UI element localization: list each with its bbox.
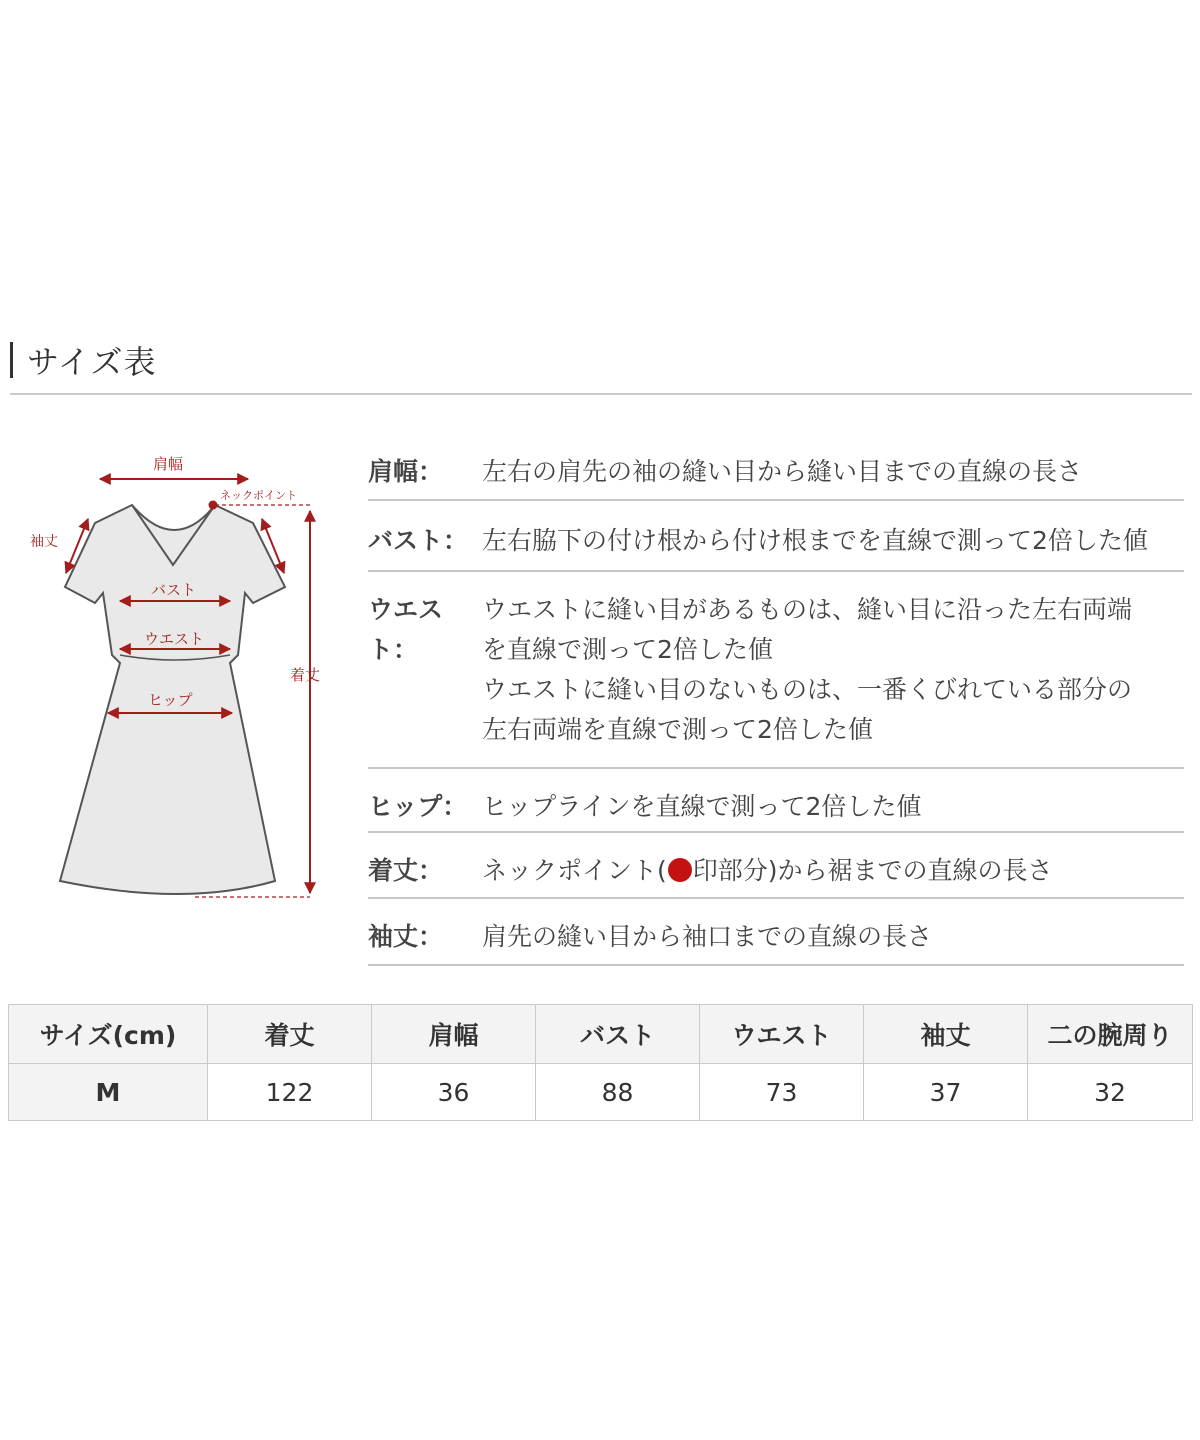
definition-text: [482, 578, 1184, 767]
definition-term: 袖丈：: [368, 922, 444, 951]
bust-cell: 88: [536, 1064, 700, 1121]
definition-text: [482, 509, 1184, 570]
definition-term: ヒップ：: [368, 792, 468, 821]
definition-line: 肩先の縫い目から袖口までの直線の長さ: [482, 922, 933, 951]
title-accent-bar: [10, 342, 13, 378]
definition-line: 左右脇下の付け根から付け根までを直線で測って2倍した値: [482, 526, 1148, 555]
length-label: 着丈: [290, 666, 321, 684]
section-header: [10, 338, 156, 382]
definition-line: 左右両端を直線で測って2倍した値: [482, 715, 873, 744]
header-length: 着丈: [208, 1005, 372, 1064]
shoulder-cell: 36: [372, 1064, 536, 1121]
definition-waist: [368, 572, 1184, 769]
definition-line: 左右の肩先の袖の縫い目から縫い目までの直線の長さ: [482, 457, 1083, 486]
definition-length: [368, 833, 1184, 899]
definition-term: 肩幅：: [368, 457, 444, 486]
waist-cell: 73: [700, 1064, 864, 1121]
definition-shoulder: [368, 440, 1184, 501]
dress-measurement-illustration: [20, 445, 350, 915]
header-sleeve: 袖丈: [864, 1005, 1028, 1064]
sleeve-label: 袖丈: [30, 534, 58, 550]
header-waist: ウエスト: [700, 1005, 864, 1064]
table-header-row: [9, 1005, 1193, 1064]
definition-term: 着丈：: [368, 856, 444, 885]
definition-line: ウエストに縫い目のないものは、一番くびれている部分の: [482, 675, 1133, 704]
shoulder-label: 肩幅: [153, 455, 184, 473]
table-row: [9, 1064, 1193, 1121]
garment-diagram: [20, 445, 350, 915]
size-cell: M: [9, 1064, 208, 1121]
bust-label: バスト: [151, 581, 197, 599]
definition-text: [482, 839, 1184, 897]
header-bust: バスト: [536, 1005, 700, 1064]
definition-bust: [368, 501, 1184, 572]
measurement-definitions: [368, 440, 1184, 966]
title-divider: [10, 393, 1192, 395]
upper-arm-cell: 32: [1028, 1064, 1193, 1121]
header-size: サイズ(cm): [9, 1005, 208, 1064]
neck-point-label: ネックポイント: [220, 489, 297, 502]
definition-text: [482, 775, 1184, 831]
definition-hip: [368, 769, 1184, 833]
size-table: [8, 1004, 1193, 1121]
length-cell: 122: [208, 1064, 372, 1121]
definition-term: バスト：: [368, 526, 469, 555]
header-upper-arm: 二の腕周り: [1028, 1005, 1193, 1064]
definition-line: を直線で測って2倍した値: [482, 635, 773, 664]
hip-label: ヒップ: [148, 691, 193, 709]
definition-line: ウエストに縫い目があるものは、縫い目に沿った左右両端: [482, 595, 1133, 624]
sleeve-cell: 37: [864, 1064, 1028, 1121]
section-title: サイズ表: [27, 343, 157, 381]
definition-sleeve: [368, 899, 1184, 966]
definition-text: [482, 440, 1184, 499]
waist-label: ウエスト: [144, 630, 205, 648]
header-shoulder: 肩幅: [372, 1005, 536, 1064]
neck-point-dot-icon: [668, 858, 692, 882]
definition-text: [482, 905, 1184, 964]
definition-line: [482, 851, 1184, 891]
definition-text-after: 印部分)から裾までの直線の長さ: [692, 856, 1053, 885]
definition-line: ヒップラインを直線で測って2倍した値: [482, 792, 922, 821]
definition-text-before: ネックポイント(: [482, 856, 667, 885]
definition-term: ウエスト：: [368, 595, 444, 664]
